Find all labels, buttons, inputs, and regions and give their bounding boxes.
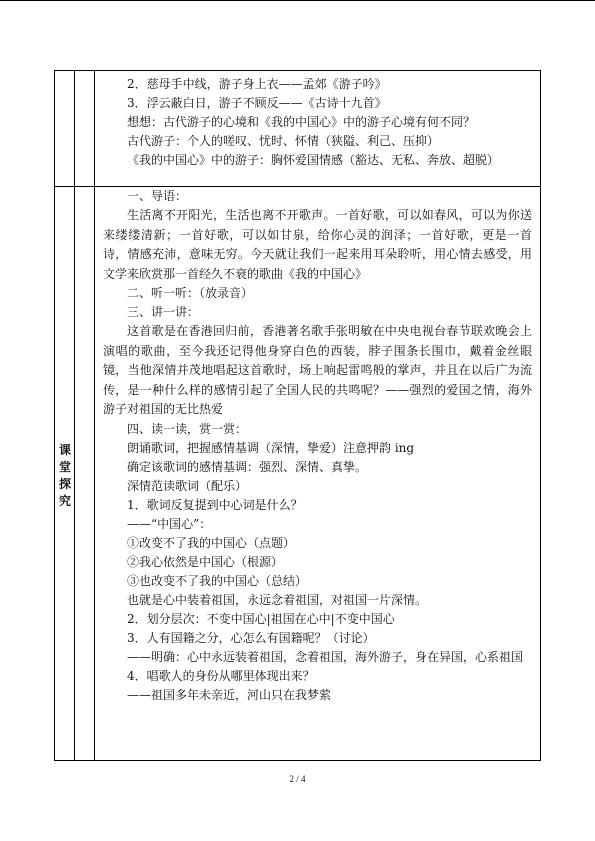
text-line: ②我心依然是中国心（根源） [127, 554, 284, 569]
text-line: 3．人有国籍之分，心怎么有国籍呢？（讨论） [127, 630, 375, 645]
row2-content [103, 187, 532, 705]
lesson-table [54, 70, 541, 761]
inner-label-cell [75, 187, 95, 760]
story-paragraph: 这首歌是在香港回归前，香港著名歌手张明敏在中央电视台春节联欢晚会上演唱的歌曲，至今我还记得他身穿白色的西装，脖子围条长围巾，戴着金丝眼镜，当他深情并茂地唱起这首歌时，场上响起雷鸣般的掌声，并且在以后广为流传，是一种什么样的感情引起了全国人民的共鸣呢？——强烈的爱国之情，海外游子对祖国的无比热爱 [103, 324, 532, 416]
text-line: 2．慈母手中线，游子身上衣——孟郊《游子吟》 [127, 77, 387, 91]
text-line: 2．划分层次：不变中国心|祖国在心中|不变中国心 [127, 611, 395, 626]
text-line: 深情范读歌词（配乐） [127, 478, 248, 493]
text-line: 确定该歌词的感情基调：强烈、深情、真挚。 [127, 459, 368, 474]
text-line: 4．唱歌人的身份从哪里体现出来？ [127, 668, 315, 683]
table-row-intro [55, 71, 540, 187]
text-line: 3．浮云蔽白日，游子不顾反——《古诗十九首》 [127, 96, 387, 110]
text-line: 1．歌词反复提到中心词是什么？ [127, 497, 303, 512]
text-line: ——祖国多年未亲近，河山只在我梦萦 [127, 687, 332, 702]
section-label-cell [55, 187, 75, 760]
text-line: ——明确：心中永远装着祖国，念着祖国，海外游子，身在异国，心系祖国 [127, 649, 524, 664]
header-rule [0, 0, 595, 1]
heading-read: 四、读一读，赏一赏： [127, 421, 248, 436]
heading-intro: 一、导语： [127, 189, 188, 203]
section-label: 课 堂 探 究 [58, 443, 71, 508]
text-line: 《我的中国心》中的游子：胸怀爱国情感（豁达、无私、奔放、超脱） [127, 153, 500, 167]
heading-listen: 二、听一听：（放录音） [127, 286, 254, 300]
text-line: ——“中国心”： [127, 516, 212, 531]
inner-label-cell [75, 71, 95, 186]
text-line: 也就是心中装着祖国，永远念着祖国，对祖国一片深情。 [127, 592, 428, 607]
page-number: 2 / 4 [289, 774, 306, 784]
text-line: 朗诵歌词，把握感情基调（深情，挚爱）注意押韵 ing [127, 440, 415, 455]
text-line: 古代游子：个人的嗟叹、忧时、怀情（狭隘、利己、压抑） [127, 134, 440, 148]
row1-content [103, 75, 532, 170]
text-line: ③也改变不了我的中国心（总结） [127, 573, 308, 588]
label-cell [55, 71, 75, 186]
text-line: 想想：古代游子的心境和《我的中国心》中的游子心境有何不同？ [127, 115, 476, 129]
table-row-exploration [55, 187, 540, 760]
heading-talk: 三、讲一讲： [127, 305, 200, 319]
text-line: ①改变不了我的中国心（点题） [127, 535, 296, 550]
intro-paragraph: 生活离不开阳光，生活也离不开歌声。一首好歌，可以如春风，可以为你送来缕缕清新；一首好歌，可以如甘泉，给你心灵的润泽；一首好歌，更是一首诗，情感充沛，意味无穷。今天就让我们一起来用耳朵聆听，用心情去感受，用文学来欣赏那一首经久不衰的歌曲《我的中国心》 [103, 208, 532, 281]
